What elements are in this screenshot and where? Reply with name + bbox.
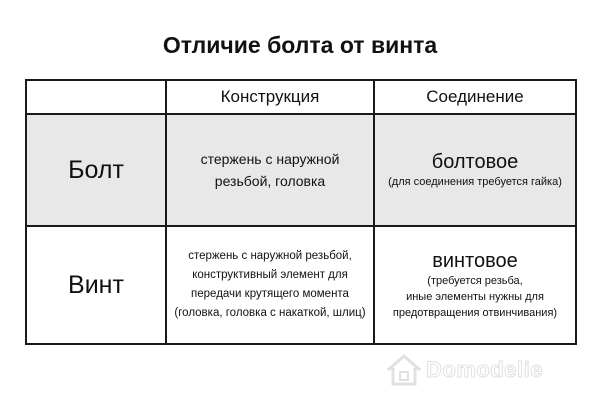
connection-type: винтовое bbox=[432, 250, 518, 272]
connection-note: иные элементы нужны для bbox=[406, 291, 544, 303]
construction-line: (головка, головка с накаткой, шлиц) bbox=[174, 307, 366, 319]
construction-line: резьбой, головка bbox=[214, 173, 326, 189]
table-header-row bbox=[26, 80, 576, 114]
connection-note: (требуется резьба, bbox=[427, 275, 523, 287]
row-name-vint bbox=[26, 226, 166, 344]
page-title: Отличие болта от винта bbox=[162, 32, 438, 58]
watermark-text: Domodelie bbox=[426, 357, 543, 382]
header-cell-connection: Соединение bbox=[374, 80, 576, 114]
row-name-bolt bbox=[26, 114, 166, 226]
connection-cell-bolt bbox=[374, 114, 576, 226]
header-cell-construction: Конструкция bbox=[166, 80, 374, 114]
construction-line: передачи крутящего момента bbox=[191, 288, 349, 300]
connection-note: (для соединения требуется гайка) bbox=[388, 176, 562, 188]
table-row-vint bbox=[26, 226, 576, 344]
construction-cell-bolt bbox=[166, 114, 374, 226]
row-name-label: Болт bbox=[68, 155, 124, 184]
house-icon bbox=[384, 350, 424, 390]
comparison-table bbox=[25, 79, 577, 345]
construction-line: конструктивный элемент для bbox=[192, 269, 348, 281]
construction-line: стержень с наружной резьбой, bbox=[188, 250, 352, 262]
construction-line: стержень с наружной bbox=[200, 151, 340, 167]
connection-type: болтовое bbox=[431, 151, 519, 173]
row-name-label: Винт bbox=[68, 270, 124, 299]
construction-cell-vint bbox=[166, 226, 374, 344]
watermark bbox=[384, 350, 543, 390]
table-row-bolt bbox=[26, 114, 576, 226]
connection-cell-vint bbox=[374, 226, 576, 344]
connection-note: предотвращения отвинчивания) bbox=[392, 307, 558, 319]
header-cell-empty bbox=[26, 80, 166, 114]
